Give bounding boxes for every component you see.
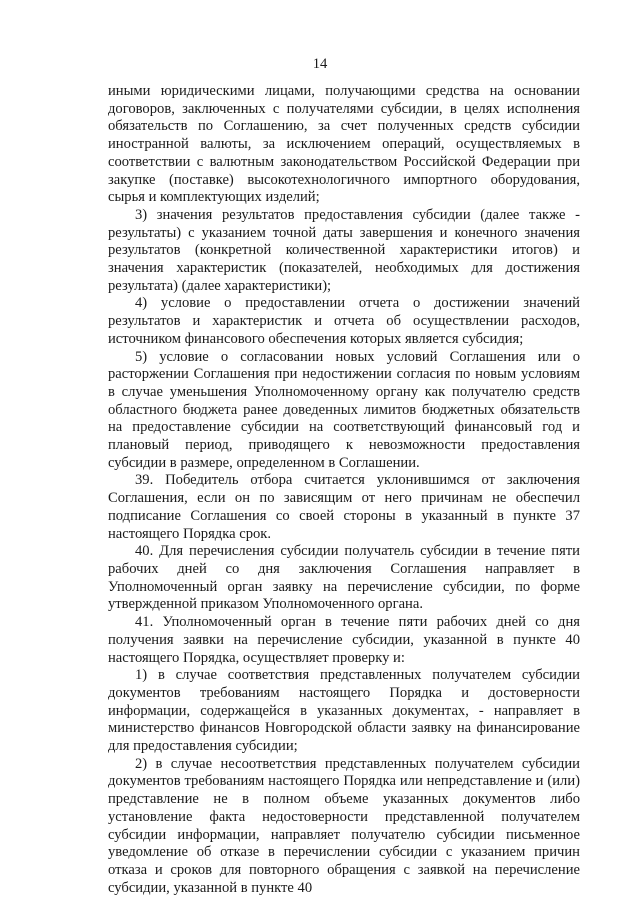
page-number: 14 bbox=[312, 56, 328, 72]
paragraph-clause-40: 40. Для перечисления субсидии получатель субсидии в течение пяти рабочих дней со дня заключения Соглашения направляет в Уполномоченный орган заявку на перечисление субсидии, по форме утвержденной приказом Уполномоченного органа. bbox=[108, 543, 580, 613]
paragraph-item-5-agreement-condition: 5) условие о согласовании новых условий Соглашения или о расторжении Соглашения при недостижении согласия по новым условиям в случае уменьшения Уполномоченному органу как получателю средств областного бюджета ранее доведенных лимитов бюджетных обязательств на предоставление субсидии на соответствующий финансовый год и плановый период, приводящего к невозможности предоставления субсидии в размере, определенном в Соглашении. bbox=[108, 348, 580, 471]
paragraph-clause-39: 39. Победитель отбора считается уклонившимся от заключения Соглашения, если он по зависящим от него причинам не обеспечил подписание Соглашения со своей стороны в указанный в пункте 37 настоящего Порядка срок. bbox=[108, 472, 580, 542]
paragraph-clause-41-item-2: 2) в случае несоответствия представленных получателем субсидии документов требованиям настоящего Порядка или непредставление и (или) представление не в полном объеме указанных документов либо установление факта недостоверности представленной получателем субсидии информации, направляет получателю субсидии письменное уведомление об отказе в перечислении субсидии с указанием причин отказа и сроков для повторного обращения с заявкой на перечисление субсидии, указанной в пункте 40 bbox=[108, 755, 580, 896]
paragraph-clause-41-item-1: 1) в случае соответствия представленных получателем субсидии документов требованиям настоящего Порядка и достоверности информации, содержащейся в указанных документах, - направляет в министерство финансов Новгородской области заявку на финансирование для предоставления субсидии; bbox=[108, 667, 580, 755]
paragraph-item-4-report-condition: 4) условие о предоставлении отчета о достижении значений результатов и характеристик и отчета об осуществлении расходов, источником финансового обеспечения которых является субсидия; bbox=[108, 295, 580, 347]
paragraph-item-3-results: 3) значения результатов предоставления субсидии (далее также - результаты) с указанием точной даты завершения и конечного значения результатов (конкретной количественной характеристики итогов) и значения характеристик (показателей, необходимых для достижения результата) (далее характеристики); bbox=[108, 206, 580, 294]
paragraph-intro-continuation: иными юридическими лицами, получающими средства на основании договоров, заключенных с получателями субсидии, в целях исполнения обязательств по Соглашению, за счет полученных средств субсидии иностранной валюты, за исключением операций, осуществляемых в соответствии с валютным законодательством Российской Федерации при закупке (поставке) высокотехнологичного импортного оборудования, сырья и комплектующих изделий; bbox=[108, 83, 580, 206]
document-body bbox=[108, 83, 580, 897]
paragraph-clause-41: 41. Уполномоченный орган в течение пяти рабочих дней со дня получения заявки на перечисление субсидии, указанной в пункте 40 настоящего Порядка, осуществляет проверку и: bbox=[108, 614, 580, 666]
